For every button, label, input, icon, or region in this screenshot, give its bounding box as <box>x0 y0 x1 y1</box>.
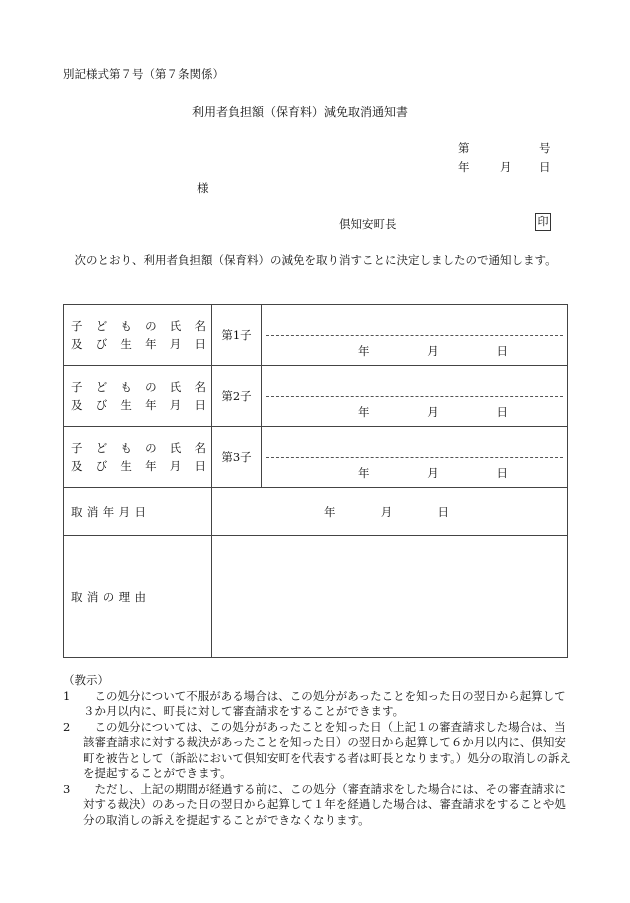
child-name-birth-label <box>64 427 212 488</box>
child-row <box>64 366 568 427</box>
label-char: 消 <box>86 589 99 604</box>
label-char: の <box>145 380 157 394</box>
date-year: 年 <box>458 160 470 174</box>
label-char: も <box>120 441 132 455</box>
label-char: ど <box>95 441 108 455</box>
addressee-suffix: 様 <box>197 181 209 195</box>
instruction-number: 1 <box>63 688 71 703</box>
date-unit: 月 <box>380 504 393 519</box>
date-unit: 月 <box>427 466 439 480</box>
label-char: 年 <box>102 504 115 519</box>
label-char: 名 <box>194 380 206 394</box>
label-char: 及 <box>71 398 83 412</box>
child-row <box>64 305 568 366</box>
birth-date <box>358 404 508 420</box>
date-unit: 日 <box>496 466 508 480</box>
instructions <box>63 673 571 828</box>
date-unit: 年 <box>324 504 336 519</box>
date-unit: 月 <box>427 344 439 358</box>
instructions-heading: （教示） <box>63 673 109 687</box>
child-ordinal-label: 第3子 <box>212 427 262 488</box>
label-char: 子 <box>71 380 83 394</box>
date-unit: 年 <box>358 466 370 480</box>
date-unit: 年 <box>358 405 370 419</box>
label-char: 日 <box>194 398 206 412</box>
label-char: 消 <box>86 504 99 519</box>
label-char: 名 <box>194 319 206 333</box>
instruction-text: この処分については、この処分があったことを知った日（上記１の審査請求した場合は、当該審査請求に対する裁決があったことを知った日）の翌日から起算して６か月以内に、倶知安町を被告として（訴訟において倶知安町を代表する者は町長となります。）処分の取消しの訴えを提起することができます。 <box>83 719 571 780</box>
label-char: 生 <box>120 337 132 351</box>
instruction-item <box>63 782 571 829</box>
issuer-name: 倶知安町長 <box>339 217 397 231</box>
child-entry-field <box>262 305 568 366</box>
cancel-date-value <box>212 488 568 536</box>
child-name-birth-label <box>64 305 212 366</box>
date-unit: 月 <box>427 405 439 419</box>
date-unit: 日 <box>496 405 508 419</box>
form-label: 別記様式第７号（第７条関係） <box>63 67 224 81</box>
name-dotted-line <box>266 335 563 336</box>
body-text: 次のとおり、利用者負担額（保育料）の減免を取り消すことに決定しましたので通知します。 <box>74 253 557 267</box>
child-row <box>64 427 568 488</box>
label-char: 日 <box>194 337 206 351</box>
cancel-reason-label <box>64 536 212 658</box>
instruction-text: ただし、上記の期間が経過する前に、この処分（審査請求をした場合には、その審査請求に対する裁決）のあった日の翌日から起算して１年を経過した場合は、審査請求をすることや処分の取消しの訴えを提起することができなくなります。 <box>83 781 566 827</box>
label-char: ど <box>95 319 108 333</box>
child-name-birth-label <box>64 366 212 427</box>
date-unit: 日 <box>496 344 508 358</box>
seal-mark: 印 <box>535 213 551 231</box>
label-char: も <box>120 380 132 394</box>
details-table <box>63 304 568 658</box>
label-char: び <box>95 337 108 351</box>
instruction-item <box>63 689 571 720</box>
date-day: 日 <box>539 160 551 174</box>
instruction-text: この処分について不服がある場合は、この処分があったことを知った日の翌日から起算して３か月以内に、町長に対して審査請求をすることができます。 <box>83 688 566 718</box>
label-char: 及 <box>71 459 83 473</box>
label-char: 名 <box>194 441 206 455</box>
name-dotted-line <box>266 457 563 458</box>
label-char: ど <box>95 380 108 394</box>
birth-date <box>358 343 508 359</box>
date-month: 月 <box>500 160 512 174</box>
label-char: 取 <box>71 504 83 519</box>
child-entry-field <box>262 366 568 427</box>
child-ordinal-label: 第1子 <box>212 305 262 366</box>
number-go: 号 <box>539 141 551 155</box>
instruction-number: 3 <box>63 781 71 796</box>
name-dotted-line <box>266 396 563 397</box>
label-char: 及 <box>71 337 83 351</box>
birth-date <box>358 465 508 481</box>
date-unit: 日 <box>437 504 449 519</box>
label-char: の <box>102 589 115 604</box>
document-title: 利用者負担額（保育料）減免取消通知書 <box>192 105 409 119</box>
label-char: 年 <box>145 337 157 351</box>
label-char: 子 <box>71 441 83 455</box>
label-char: 氏 <box>169 441 182 455</box>
label-char: の <box>145 441 157 455</box>
label-char: の <box>145 319 157 333</box>
label-char: 年 <box>145 398 157 412</box>
number-dai: 第 <box>458 141 470 155</box>
label-char: 日 <box>194 459 206 473</box>
label-char: 生 <box>120 459 132 473</box>
label-char: 月 <box>118 504 131 519</box>
label-char: 月 <box>169 459 182 473</box>
cancel-date-label <box>64 488 212 536</box>
label-char: 日 <box>134 504 146 519</box>
label-char: び <box>95 398 108 412</box>
label-char: 氏 <box>169 380 182 394</box>
label-char: 理 <box>118 589 131 604</box>
label-char: 子 <box>71 319 83 333</box>
child-ordinal-label: 第2子 <box>212 366 262 427</box>
instruction-item <box>63 720 571 782</box>
child-entry-field <box>262 427 568 488</box>
date-unit: 年 <box>358 344 370 358</box>
label-char: 由 <box>134 589 146 604</box>
instruction-number: 2 <box>63 719 71 734</box>
cancel-reason-value <box>212 536 568 658</box>
label-char: 月 <box>169 337 182 351</box>
label-char: も <box>120 319 132 333</box>
label-char: び <box>95 459 108 473</box>
label-char: 年 <box>145 459 157 473</box>
label-char: 月 <box>169 398 182 412</box>
label-char: 取 <box>71 589 83 604</box>
label-char: 氏 <box>169 319 182 333</box>
label-char: 生 <box>120 398 132 412</box>
